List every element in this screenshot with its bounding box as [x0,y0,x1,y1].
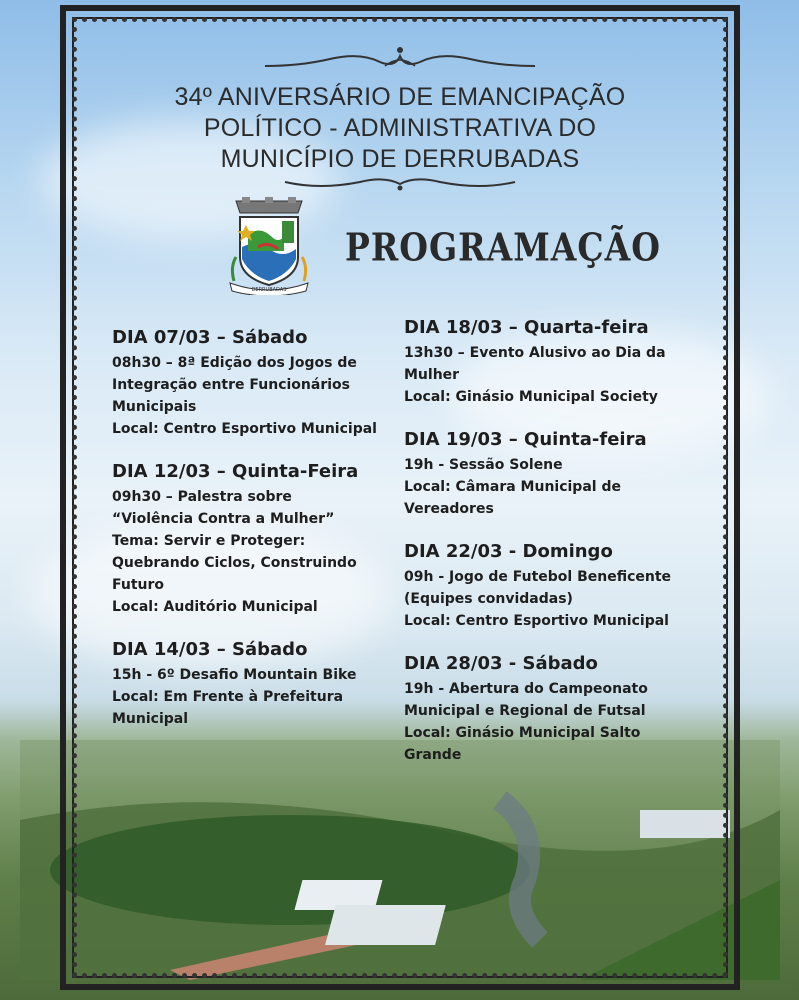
event-line: Local: Em Frente à Prefeitura [112,689,344,705]
event-block [112,460,412,618]
event-line: (Equipes convidadas) [404,591,573,607]
event-line: 19h - Sessão Solene [404,457,563,473]
event-line: Vereadores [404,501,494,517]
event-line: Futuro [112,577,165,593]
event-heading: DIA 12/03 – Quinta-Feira [112,461,359,482]
event-line: Municipal [112,711,189,727]
page-title [100,82,700,175]
event-line: 09h30 – Palestra sobre [112,489,292,505]
event-line: 08h30 – 8ª Edição dos Jogos de [112,355,357,371]
event-line: Municipal e Regional de Futsal [404,703,646,719]
event-line: Municipais [112,399,197,415]
event-heading: DIA 19/03 – Quinta-feira [404,429,647,450]
event-heading: DIA 18/03 – Quarta-feira [404,317,649,338]
event-block [404,316,704,408]
event-line: Local: Auditório Municipal [112,599,318,615]
event-line: 09h - Jogo de Futebol Beneficente [404,569,672,585]
event-line: Local: Centro Esportivo Municipal [404,613,669,629]
event-heading: DIA 28/03 - Sábado [404,653,598,674]
event-line: Local: Centro Esportivo Municipal [112,421,377,437]
event-heading: DIA 14/03 – Sábado [112,639,308,660]
event-line: Local: Câmara Municipal de [404,479,621,495]
events-left-column [112,326,412,750]
event-block [112,326,412,440]
municipal-coat-of-arms-icon [228,197,310,295]
title-line: 34º ANIVERSÁRIO DE EMANCIPAÇÃO [174,83,626,111]
event-line: Tema: Servir e Proteger: [112,533,306,549]
event-block [404,652,704,766]
event-line: Quebrando Ciclos, Construindo [112,555,357,571]
event-line: Integração entre Funcionários [112,377,350,393]
event-line: “Violência Contra a Mulher” [112,511,335,527]
event-line: Grande [404,747,462,763]
event-line: 19h - Abertura do Campeonato [404,681,648,697]
title-line: MUNICÍPIO DE DERRUBADAS [220,145,580,173]
event-line: 15h - 6º Desafio Mountain Bike [112,667,357,683]
top-flourish-ornament [260,44,540,74]
event-line: 13h30 – Evento Alusivo ao Dia da [404,345,666,361]
event-block [404,540,704,632]
title-line: POLÍTICO - ADMINISTRATIVA DO [203,114,597,142]
event-heading: DIA 07/03 – Sábado [112,327,308,348]
programacao-heading: PROGRAMAÇÃO [345,225,661,270]
event-line: Local: Ginásio Municipal Society [404,389,658,405]
crest-ribbon-text: DERRUBADAS [251,287,287,293]
event-block [112,638,412,730]
event-heading: DIA 22/03 - Domingo [404,541,613,562]
event-block [404,428,704,520]
events-right-column [404,316,704,786]
event-line: Mulher [404,367,460,383]
event-line: Local: Ginásio Municipal Salto [404,725,641,741]
bottom-flourish-ornament [280,172,520,194]
